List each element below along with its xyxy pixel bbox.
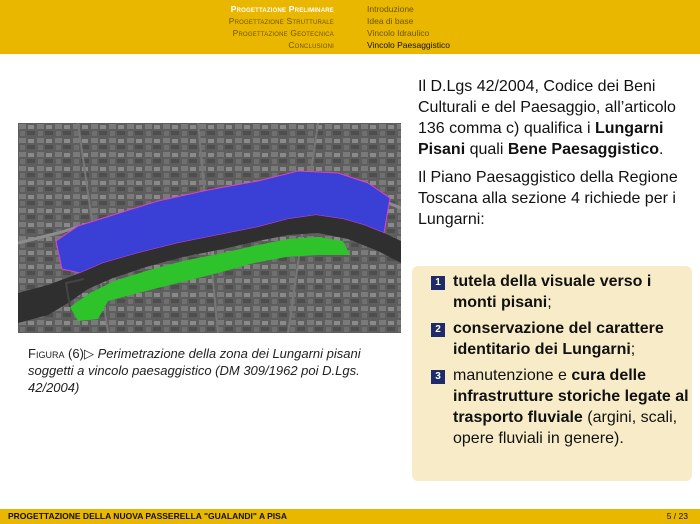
nav-subsection-introduzione[interactable]: Introduzione xyxy=(367,4,414,14)
intro-paragraph-2: Il Piano Paesaggistico della Regione Toscana alla sezione 4 richiede per i Lungarni: xyxy=(418,169,678,228)
nav-section-progettazione-strutturale[interactable]: Progettazione Strutturale xyxy=(228,16,334,26)
number-badge: 1 xyxy=(431,276,445,290)
list-item xyxy=(431,318,690,360)
figure-caption-text: Perimetrazione della zona dei Lungarni pisani soggetti a vincolo paesaggistico (DM 309/1962 poi D.Lgs. 42/2004) xyxy=(28,346,361,395)
lungarni-map-image xyxy=(18,123,401,333)
list-item-bold: cura delle infrastrutture storiche legate al trasporto fluviale xyxy=(453,367,689,426)
list-item-rest: (argini, scali, opere fluviali in genere). xyxy=(453,409,678,447)
footer-bar xyxy=(0,509,700,524)
nav-section-progettazione-geotecnica[interactable]: Progettazione Geotecnica xyxy=(232,28,334,38)
nav-section-conclusioni[interactable]: Conclusioni xyxy=(288,40,334,50)
nav-subsection-vincolo-idraulico[interactable]: Vincolo Idraulico xyxy=(367,28,430,38)
aerial-map-figure xyxy=(18,123,401,333)
list-item-bold: conservazione del carattere identitario dei Lungarni xyxy=(453,320,664,358)
list-item xyxy=(431,271,690,313)
intro-text xyxy=(418,76,690,230)
footer-title: PROGETTAZIONE DELLA NUOVA PASSERELLA "GUALANDI" A PISA xyxy=(8,511,287,521)
list-item-bold: tutela della visuale verso i monti pisani xyxy=(453,273,652,311)
intro-text-span: quali xyxy=(465,141,508,158)
figure-label: Figura (6) xyxy=(28,346,84,361)
intro-text-span: . xyxy=(659,141,664,158)
section-nav xyxy=(0,3,334,51)
nav-subsection-vincolo-paesaggistico[interactable]: Vincolo Paesaggistico xyxy=(367,40,451,50)
intro-bold-bene: Bene Paesaggistico xyxy=(507,141,660,158)
intro-text-span: Il D.Lgs 42/2004, Codice dei Beni Culturali e del Paesaggio, all’articolo 136 comma c) qualifica i xyxy=(418,78,676,137)
list-item xyxy=(431,365,690,449)
caption-marker: ▷ xyxy=(83,346,94,361)
list-item-rest: ; xyxy=(547,294,552,311)
nav-subsection-idea-di-base[interactable]: Idea di base xyxy=(367,16,414,26)
list-item-pre: manutenzione e xyxy=(453,367,572,384)
page-number: 5 / 23 xyxy=(666,511,688,521)
requirements-list xyxy=(431,271,690,454)
list-item-rest: ; xyxy=(630,341,636,358)
intro-bold-lungarni: Lungarni Pisani xyxy=(418,120,664,158)
subsection-nav xyxy=(367,3,450,51)
number-badge: 3 xyxy=(431,370,445,384)
figure-caption xyxy=(28,345,398,396)
intro-paragraph-1 xyxy=(418,76,690,160)
header-navigation-bar xyxy=(0,0,700,54)
number-badge: 2 xyxy=(431,323,445,337)
nav-section-progettazione-preliminare[interactable]: Progettazione Preliminare xyxy=(230,4,334,14)
